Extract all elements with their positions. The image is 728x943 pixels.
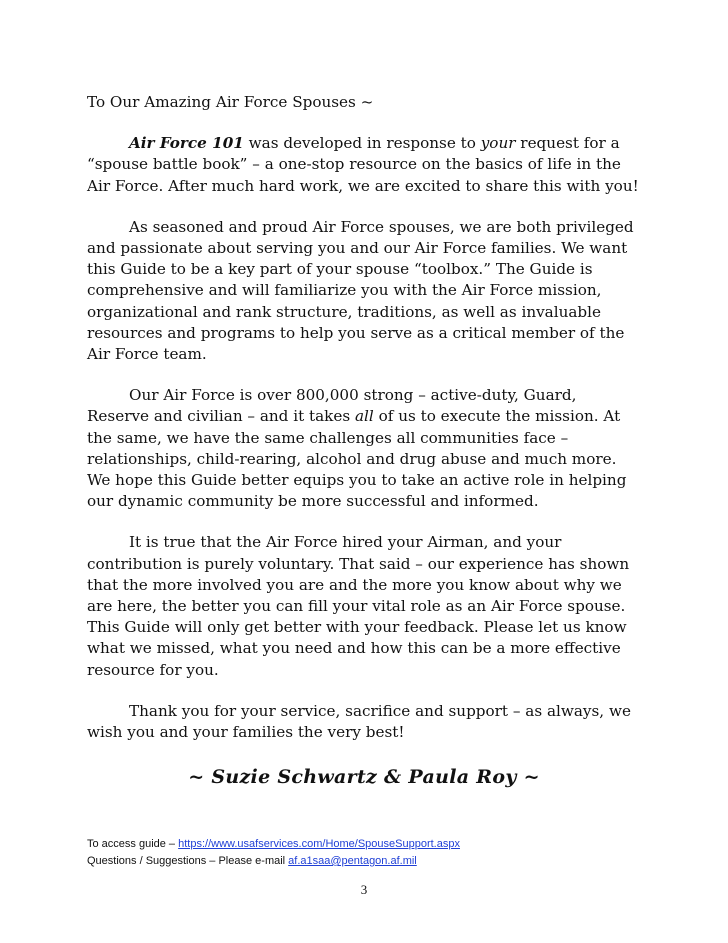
paragraph-1: Air Force 101 was developed in response to your request for a “spouse battle book” – a one-stop resource on the basics of life in the Air Force. After much hard work, we are excited to share this with you! [87, 134, 639, 195]
guide-title: Air Force 101 [129, 134, 244, 153]
access-line: To access guide – https://www.usafservices.com/Home/SpouseSupport.aspx [87, 838, 460, 850]
guide-link[interactable]: https://www.usafservices.com/Home/SpouseSupport.aspx [178, 838, 460, 850]
paragraph-3: Our Air Force is over 800,000 strong – active-duty, Guard, Reserve and civilian – and it takes all of us to execute the mission. At the same, we have the same challenges all communities face – relationships, child-rearing, alcohol and drug abuse and much more. We hope this Guide better equips you to take an active role in helping our dynamic community be more successful and informed. [87, 386, 627, 511]
email-link[interactable]: af.a1saa@pentagon.af.mil [288, 855, 417, 867]
paragraph-5: Thank you for your service, sacrifice and support – as always, we wish you and your families the very best! [87, 701, 631, 742]
footer [87, 836, 687, 870]
paragraph-2: As seasoned and proud Air Force spouses, we are both privileged and passionate about serving you and our Air Force families. We want this Guide to be a key part of your spouse “toolbox.” The Guide is comprehensive and will familiarize you with the Air Force mission, organizational and rank structure, traditions, as well as invaluable resources and programs to help you serve as a critical member of the Air Force team. [87, 217, 634, 364]
page-number: 3 [360, 882, 368, 897]
questions-line: Questions / Suggestions – Please e-mail af.a1saa@pentagon.af.mil [87, 855, 417, 867]
signature: ~ Suzie Schwartz & Paula Roy ~ [188, 766, 540, 788]
paragraph-4: It is true that the Air Force hired your Airman, and your contribution is purely voluntary. That said – our experience has shown that the more involved you are and the more you know about why we are here, the better you can fill your vital role as an Air Force spouse. This Guide will only get better with your feedback. Please let us know what we missed, what you need and how this can be a more effective resource for you. [87, 533, 630, 679]
salutation: To Our Amazing Air Force Spouses ~ [87, 93, 374, 111]
letter-body [87, 92, 643, 763]
